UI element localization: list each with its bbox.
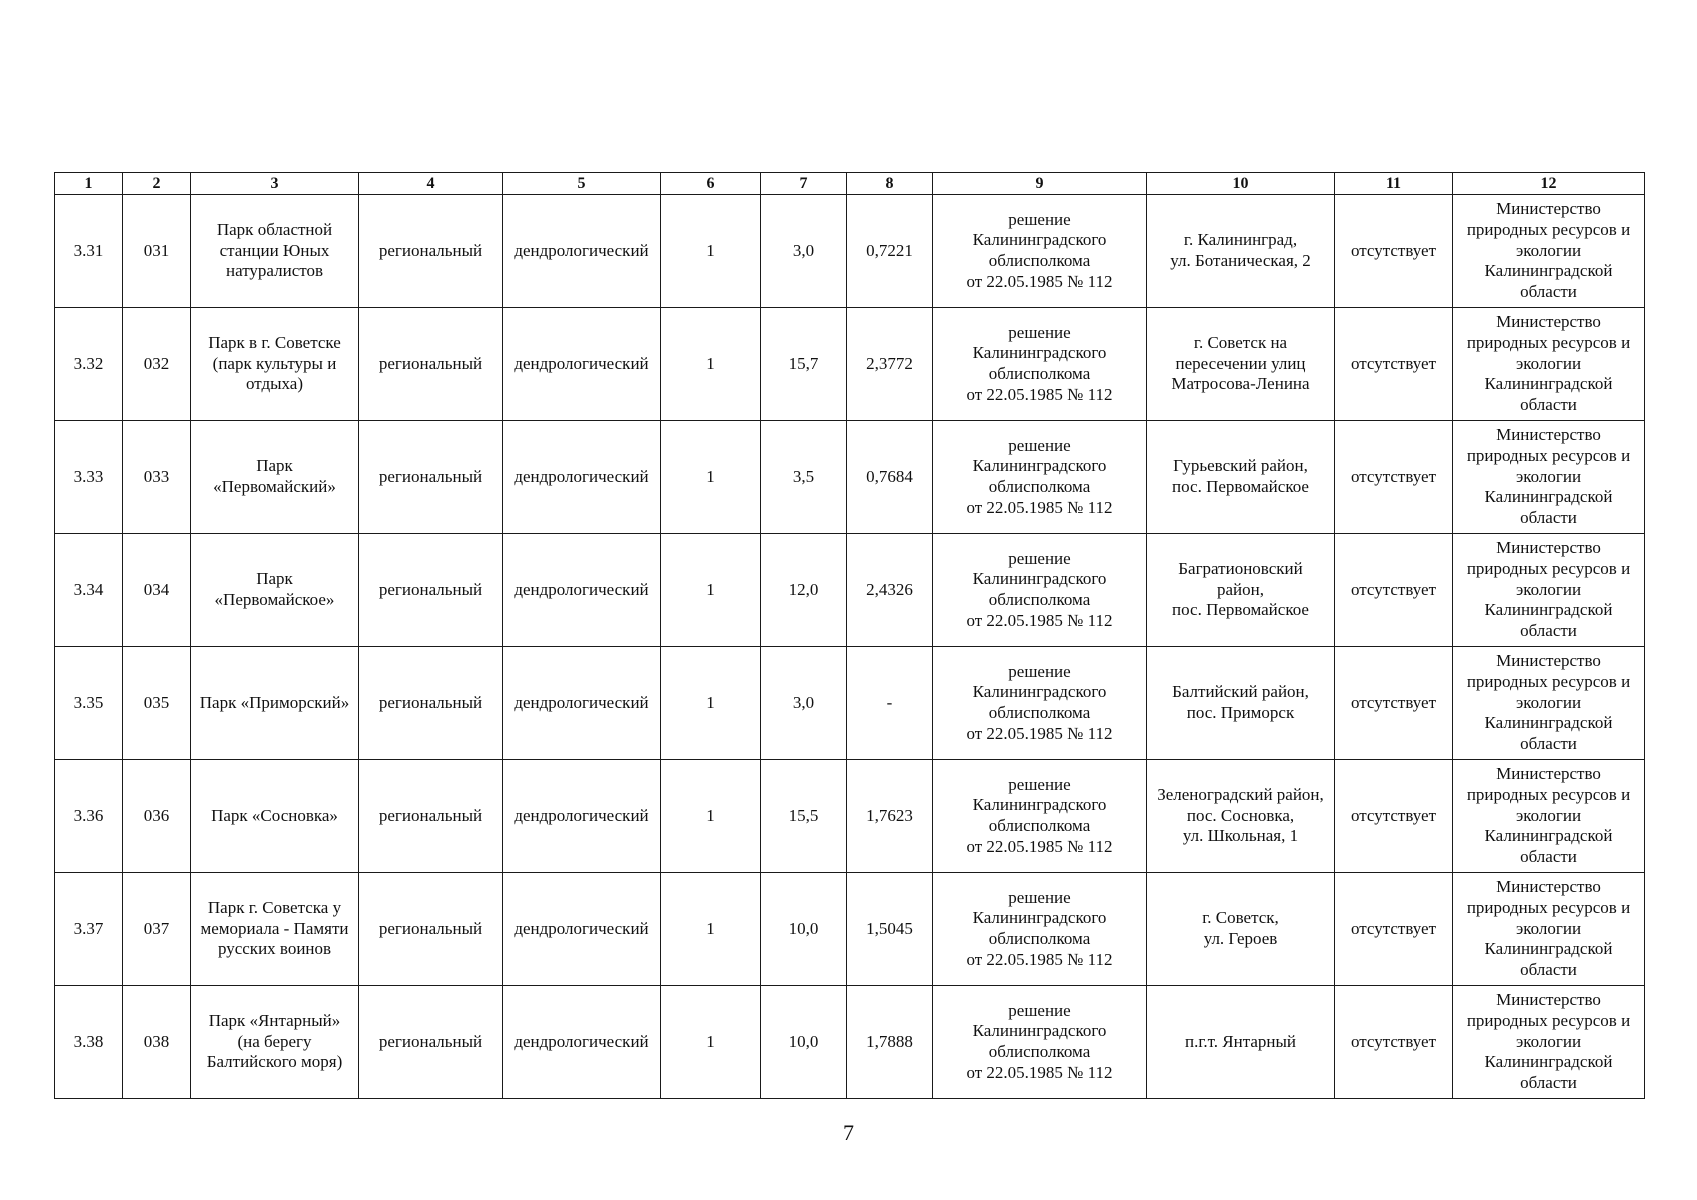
buffer-zone-cell: отсутствует	[1335, 986, 1453, 1099]
code-cell: 033	[123, 421, 191, 534]
protected-areas-table	[54, 172, 1645, 1099]
profile-cell: дендрологический	[503, 308, 661, 421]
authority-cell: Министерство природных ресурсов и экологии Калининградской области	[1453, 986, 1645, 1099]
buffer-zone-cell: отсутствует	[1335, 421, 1453, 534]
decision-cell: решение Калининградского облисполкома от 22.05.1985 № 112	[933, 195, 1147, 308]
row-number-cell: 3.34	[55, 534, 123, 647]
category-cell: 1	[661, 647, 761, 760]
area-measured-cell: 1,7623	[847, 760, 933, 873]
location-cell: п.г.т. Янтарный	[1147, 986, 1335, 1099]
header-cell: 6	[661, 173, 761, 195]
location-cell: г. Калининград, ул. Ботаническая, 2	[1147, 195, 1335, 308]
header-cell: 10	[1147, 173, 1335, 195]
code-cell: 032	[123, 308, 191, 421]
location-cell: г. Советск на пересечении улиц Матросова-Ленина	[1147, 308, 1335, 421]
significance-cell: региональный	[359, 647, 503, 760]
header-row	[55, 173, 1645, 195]
row-number-cell: 3.35	[55, 647, 123, 760]
significance-cell: региональный	[359, 986, 503, 1099]
row-number-cell: 3.38	[55, 986, 123, 1099]
code-cell: 034	[123, 534, 191, 647]
table-row	[55, 760, 1645, 873]
name-cell: Парк «Приморский»	[191, 647, 359, 760]
location-cell: Зеленоградский район, пос. Сосновка, ул. Школьная, 1	[1147, 760, 1335, 873]
header-cell: 11	[1335, 173, 1453, 195]
category-cell: 1	[661, 421, 761, 534]
header-cell: 2	[123, 173, 191, 195]
profile-cell: дендрологический	[503, 873, 661, 986]
area-cell: 3,0	[761, 647, 847, 760]
profile-cell: дендрологический	[503, 986, 661, 1099]
area-cell: 10,0	[761, 873, 847, 986]
location-cell: г. Советск, ул. Героев	[1147, 873, 1335, 986]
decision-cell: решение Калининградского облисполкома от 22.05.1985 № 112	[933, 647, 1147, 760]
table-body	[55, 195, 1645, 1099]
authority-cell: Министерство природных ресурсов и экологии Калининградской области	[1453, 873, 1645, 986]
category-cell: 1	[661, 873, 761, 986]
decision-cell: решение Калининградского облисполкома от 22.05.1985 № 112	[933, 421, 1147, 534]
row-number-cell: 3.36	[55, 760, 123, 873]
row-number-cell: 3.37	[55, 873, 123, 986]
header-cell: 9	[933, 173, 1147, 195]
area-measured-cell: 2,4326	[847, 534, 933, 647]
header-cell: 4	[359, 173, 503, 195]
area-cell: 3,0	[761, 195, 847, 308]
buffer-zone-cell: отсутствует	[1335, 873, 1453, 986]
name-cell: Парк областной станции Юных натуралистов	[191, 195, 359, 308]
profile-cell: дендрологический	[503, 421, 661, 534]
table-row	[55, 195, 1645, 308]
name-cell: Парк «Первомайский»	[191, 421, 359, 534]
category-cell: 1	[661, 760, 761, 873]
authority-cell: Министерство природных ресурсов и экологии Калининградской области	[1453, 421, 1645, 534]
area-cell: 12,0	[761, 534, 847, 647]
header-cell: 8	[847, 173, 933, 195]
buffer-zone-cell: отсутствует	[1335, 760, 1453, 873]
header-cell: 12	[1453, 173, 1645, 195]
authority-cell: Министерство природных ресурсов и экологии Калининградской области	[1453, 760, 1645, 873]
area-measured-cell: -	[847, 647, 933, 760]
significance-cell: региональный	[359, 308, 503, 421]
significance-cell: региональный	[359, 534, 503, 647]
area-cell: 10,0	[761, 986, 847, 1099]
header-cell: 1	[55, 173, 123, 195]
significance-cell: региональный	[359, 760, 503, 873]
code-cell: 036	[123, 760, 191, 873]
table-row	[55, 534, 1645, 647]
location-cell: Балтийский район, пос. Приморск	[1147, 647, 1335, 760]
category-cell: 1	[661, 308, 761, 421]
category-cell: 1	[661, 534, 761, 647]
area-measured-cell: 1,5045	[847, 873, 933, 986]
area-cell: 15,7	[761, 308, 847, 421]
name-cell: Парк г. Советска у мемориала - Памяти русских воинов	[191, 873, 359, 986]
authority-cell: Министерство природных ресурсов и экологии Калининградской области	[1453, 534, 1645, 647]
name-cell: Парк «Янтарный» (на берегу Балтийского моря)	[191, 986, 359, 1099]
profile-cell: дендрологический	[503, 647, 661, 760]
table-row	[55, 308, 1645, 421]
header-cell: 7	[761, 173, 847, 195]
name-cell: Парк «Сосновка»	[191, 760, 359, 873]
profile-cell: дендрологический	[503, 534, 661, 647]
buffer-zone-cell: отсутствует	[1335, 534, 1453, 647]
decision-cell: решение Калининградского облисполкома от 22.05.1985 № 112	[933, 308, 1147, 421]
buffer-zone-cell: отсутствует	[1335, 195, 1453, 308]
row-number-cell: 3.32	[55, 308, 123, 421]
area-measured-cell: 0,7684	[847, 421, 933, 534]
significance-cell: региональный	[359, 873, 503, 986]
significance-cell: региональный	[359, 421, 503, 534]
decision-cell: решение Калининградского облисполкома от 22.05.1985 № 112	[933, 873, 1147, 986]
category-cell: 1	[661, 195, 761, 308]
page-number: 7	[843, 1120, 854, 1145]
header-cell: 5	[503, 173, 661, 195]
location-cell: Багратионовский район, пос. Первомайское	[1147, 534, 1335, 647]
table-row	[55, 986, 1645, 1099]
name-cell: Парк «Первомайское»	[191, 534, 359, 647]
code-cell: 035	[123, 647, 191, 760]
row-number-cell: 3.33	[55, 421, 123, 534]
table-row	[55, 421, 1645, 534]
area-cell: 15,5	[761, 760, 847, 873]
decision-cell: решение Калининградского облисполкома от 22.05.1985 № 112	[933, 760, 1147, 873]
location-cell: Гурьевский район, пос. Первомайское	[1147, 421, 1335, 534]
authority-cell: Министерство природных ресурсов и экологии Калининградской области	[1453, 308, 1645, 421]
significance-cell: региональный	[359, 195, 503, 308]
buffer-zone-cell: отсутствует	[1335, 647, 1453, 760]
code-cell: 031	[123, 195, 191, 308]
code-cell: 038	[123, 986, 191, 1099]
category-cell: 1	[661, 986, 761, 1099]
decision-cell: решение Калининградского облисполкома от 22.05.1985 № 112	[933, 534, 1147, 647]
row-number-cell: 3.31	[55, 195, 123, 308]
authority-cell: Министерство природных ресурсов и экологии Калининградской области	[1453, 195, 1645, 308]
name-cell: Парк в г. Советске (парк культуры и отдыха)	[191, 308, 359, 421]
table-row	[55, 647, 1645, 760]
header-cell: 3	[191, 173, 359, 195]
authority-cell: Министерство природных ресурсов и экологии Калининградской области	[1453, 647, 1645, 760]
code-cell: 037	[123, 873, 191, 986]
decision-cell: решение Калининградского облисполкома от 22.05.1985 № 112	[933, 986, 1147, 1099]
buffer-zone-cell: отсутствует	[1335, 308, 1453, 421]
area-cell: 3,5	[761, 421, 847, 534]
area-measured-cell: 2,3772	[847, 308, 933, 421]
profile-cell: дендрологический	[503, 195, 661, 308]
table-row	[55, 873, 1645, 986]
area-measured-cell: 0,7221	[847, 195, 933, 308]
profile-cell: дендрологический	[503, 760, 661, 873]
area-measured-cell: 1,7888	[847, 986, 933, 1099]
table-header	[55, 173, 1645, 195]
